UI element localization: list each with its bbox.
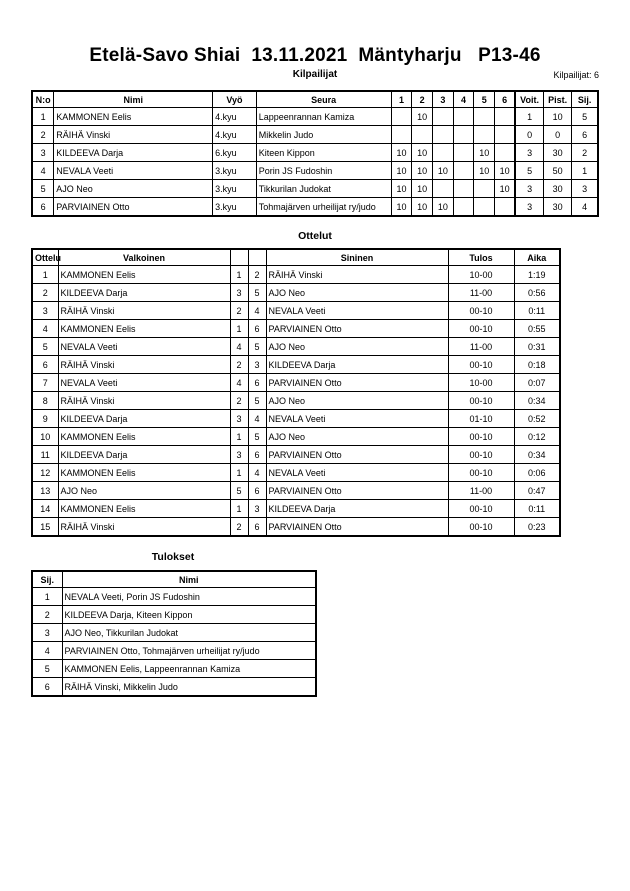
matches-cell: 11-00 xyxy=(448,338,514,356)
matches-row xyxy=(32,374,560,392)
results-header-row xyxy=(32,571,316,588)
competitors-row xyxy=(32,198,598,217)
matches-row xyxy=(32,500,560,518)
results-table xyxy=(31,570,317,697)
competitors-cell xyxy=(391,108,412,126)
competitors-cell: 10 xyxy=(412,180,433,198)
results-row xyxy=(32,660,316,678)
competitors-cell xyxy=(433,126,454,144)
matches-cell: AJO Neo xyxy=(266,392,448,410)
results-cell: 2 xyxy=(32,606,62,624)
competitors-cell: 3.kyu xyxy=(213,162,257,180)
competitors-header-row xyxy=(32,91,598,108)
results-row xyxy=(32,588,316,606)
competitors-cell: 1 xyxy=(515,108,543,126)
matches-cell: 5 xyxy=(248,392,266,410)
competitors-cell: KAMMONEN Eelis xyxy=(54,108,213,126)
competitors-cell: 5 xyxy=(572,108,598,126)
competitors-cell: Tohmajärven urheilijat ry/judo xyxy=(256,198,391,217)
matches-cell: 0:55 xyxy=(514,320,560,338)
matches-cell: 10-00 xyxy=(448,266,514,284)
matches-cell: PARVIAINEN Otto xyxy=(266,518,448,537)
results-cell: KAMMONEN Eelis, Lappeenrannan Kamiza xyxy=(62,660,316,678)
competitors-cell xyxy=(433,144,454,162)
matches-header-cell xyxy=(230,249,248,266)
competitors-cell: 10 xyxy=(495,180,516,198)
matches-cell: 1 xyxy=(230,320,248,338)
matches-cell: 6 xyxy=(32,356,58,374)
results-heading: Tulokset xyxy=(151,551,195,563)
competitors-cell xyxy=(433,180,454,198)
competitors-header-cell: Seura xyxy=(256,91,391,108)
matches-row xyxy=(32,464,560,482)
matches-cell: 6 xyxy=(248,518,266,537)
matches-cell: 00-10 xyxy=(448,302,514,320)
matches-cell: PARVIAINEN Otto xyxy=(266,482,448,500)
matches-cell: 10-00 xyxy=(448,374,514,392)
matches-cell: 5 xyxy=(248,338,266,356)
matches-row xyxy=(32,482,560,500)
matches-cell: KILDEEVA Darja xyxy=(58,446,230,464)
matches-cell: 1 xyxy=(230,500,248,518)
competitors-cell: 10 xyxy=(412,198,433,217)
results-cell: RÄIHÄ Vinski, Mikkelin Judo xyxy=(62,678,316,697)
competitors-cell: 10 xyxy=(433,198,454,217)
competitors-cell: PARVIAINEN Otto xyxy=(54,198,213,217)
competitors-cell xyxy=(495,144,516,162)
matches-cell: PARVIAINEN Otto xyxy=(266,320,448,338)
matches-cell: KAMMONEN Eelis xyxy=(58,428,230,446)
matches-cell: 15 xyxy=(32,518,58,537)
matches-cell: 3 xyxy=(230,410,248,428)
competitors-cell: 30 xyxy=(544,198,572,217)
matches-cell: 00-10 xyxy=(448,500,514,518)
matches-cell: 13 xyxy=(32,482,58,500)
matches-cell: 5 xyxy=(248,284,266,302)
matches-header-cell: Aika xyxy=(514,249,560,266)
competitors-header-cell: Vyö xyxy=(213,91,257,108)
matches-cell: NEVALA Veeti xyxy=(58,374,230,392)
competitors-cell xyxy=(453,180,474,198)
competitors-cell: RÄIHÄ Vinski xyxy=(54,126,213,144)
competitors-cell: 10 xyxy=(474,144,495,162)
matches-cell: PARVIAINEN Otto xyxy=(266,446,448,464)
matches-row xyxy=(32,302,560,320)
competitors-cell: 30 xyxy=(544,180,572,198)
matches-cell: 4 xyxy=(248,464,266,482)
matches-cell: 00-10 xyxy=(448,428,514,446)
results-row xyxy=(32,678,316,697)
results-cell: AJO Neo, Tikkurilan Judokat xyxy=(62,624,316,642)
competitors-header-cell: Voit. xyxy=(515,91,543,108)
matches-cell: 2 xyxy=(32,284,58,302)
competitors-cell xyxy=(433,108,454,126)
competitors-cell: 0 xyxy=(515,126,543,144)
results-row xyxy=(32,606,316,624)
competitors-cell: 0 xyxy=(544,126,572,144)
competitors-cell: 10 xyxy=(391,162,412,180)
competitors-row xyxy=(32,126,598,144)
competitors-cell: 3 xyxy=(515,198,543,217)
matches-row xyxy=(32,518,560,537)
competitors-cell xyxy=(453,144,474,162)
competitors-cell: 6 xyxy=(572,126,598,144)
competitors-cell: 3.kyu xyxy=(213,180,257,198)
competitors-cell: 3.kyu xyxy=(213,198,257,217)
matches-cell: 9 xyxy=(32,410,58,428)
competitor-count: Kilpailijat: 6 xyxy=(553,70,599,80)
page-title: Etelä-Savo Shiai 13.11.2021 Mäntyharju P13-46 xyxy=(89,45,541,66)
competitors-cell: 4.kyu xyxy=(213,126,257,144)
competitors-header-cell: 3 xyxy=(433,91,454,108)
matches-cell: RÄIHÄ Vinski xyxy=(266,266,448,284)
competitors-cell: 10 xyxy=(495,162,516,180)
competitors-cell: 6 xyxy=(32,198,54,217)
competitors-cell: 3 xyxy=(515,144,543,162)
results-header-cell: Sij. xyxy=(32,571,62,588)
matches-cell: 3 xyxy=(230,446,248,464)
competitors-header-cell: N:o xyxy=(32,91,54,108)
competitors-cell: 4 xyxy=(32,162,54,180)
matches-row xyxy=(32,410,560,428)
competitors-cell: 10 xyxy=(412,162,433,180)
competitors-cell: 5 xyxy=(32,180,54,198)
competitors-cell xyxy=(391,126,412,144)
matches-row xyxy=(32,338,560,356)
matches-cell: 5 xyxy=(32,338,58,356)
matches-table xyxy=(31,248,561,537)
matches-cell: AJO Neo xyxy=(266,428,448,446)
matches-cell: 5 xyxy=(248,428,266,446)
matches-cell: 00-10 xyxy=(448,356,514,374)
competitors-header-cell: Pist. xyxy=(544,91,572,108)
matches-cell: 0:12 xyxy=(514,428,560,446)
results-cell: PARVIAINEN Otto, Tohmajärven urheilijat ry/judo xyxy=(62,642,316,660)
competitors-cell: 4.kyu xyxy=(213,108,257,126)
matches-row xyxy=(32,356,560,374)
matches-header-row xyxy=(32,249,560,266)
competitors-cell: KILDEEVA Darja xyxy=(54,144,213,162)
matches-cell: 4 xyxy=(230,374,248,392)
competitors-cell: NEVALA Veeti xyxy=(54,162,213,180)
matches-header-cell: Ottelu xyxy=(32,249,58,266)
competitors-cell xyxy=(474,198,495,217)
matches-cell: KILDEEVA Darja xyxy=(58,284,230,302)
matches-cell: KAMMONEN Eelis xyxy=(58,500,230,518)
matches-row xyxy=(32,266,560,284)
competitors-cell: 10 xyxy=(474,162,495,180)
matches-cell: 2 xyxy=(248,266,266,284)
matches-cell: 01-10 xyxy=(448,410,514,428)
matches-cell: RÄIHÄ Vinski xyxy=(58,392,230,410)
matches-cell: RÄIHÄ Vinski xyxy=(58,302,230,320)
matches-cell: 6 xyxy=(248,374,266,392)
competitors-cell xyxy=(495,126,516,144)
matches-cell: 10 xyxy=(32,428,58,446)
competitors-header-cell: 2 xyxy=(412,91,433,108)
competitors-cell: 30 xyxy=(544,144,572,162)
matches-cell: 00-10 xyxy=(448,446,514,464)
competitors-cell: 10 xyxy=(433,162,454,180)
competitors-cell: 3 xyxy=(515,180,543,198)
competitors-row xyxy=(32,108,598,126)
competitors-cell: 1 xyxy=(32,108,54,126)
matches-cell: 3 xyxy=(248,500,266,518)
matches-cell: 11-00 xyxy=(448,482,514,500)
competitors-cell xyxy=(453,126,474,144)
matches-cell: KILDEEVA Darja xyxy=(266,500,448,518)
matches-cell: NEVALA Veeti xyxy=(266,302,448,320)
matches-cell: 14 xyxy=(32,500,58,518)
matches-cell: 0:47 xyxy=(514,482,560,500)
competitors-cell xyxy=(474,126,495,144)
matches-heading: Ottelut xyxy=(298,230,332,242)
matches-cell: 0:52 xyxy=(514,410,560,428)
results-cell: 5 xyxy=(32,660,62,678)
results-cell: 6 xyxy=(32,678,62,697)
matches-cell: 2 xyxy=(230,518,248,537)
matches-row xyxy=(32,392,560,410)
matches-row xyxy=(32,428,560,446)
matches-row xyxy=(32,284,560,302)
matches-cell: 2 xyxy=(230,392,248,410)
matches-cell: 0:56 xyxy=(514,284,560,302)
matches-cell: NEVALA Veeti xyxy=(58,338,230,356)
competitors-cell xyxy=(474,180,495,198)
results-cell: NEVALA Veeti, Porin JS Fudoshin xyxy=(62,588,316,606)
competitors-cell xyxy=(453,198,474,217)
matches-cell: AJO Neo xyxy=(266,338,448,356)
competitors-cell: Mikkelin Judo xyxy=(256,126,391,144)
matches-cell: 0:34 xyxy=(514,392,560,410)
matches-header-cell: Valkoinen xyxy=(58,249,230,266)
matches-header-cell: Sininen xyxy=(266,249,448,266)
matches-cell: KILDEEVA Darja xyxy=(266,356,448,374)
competitors-cell: 50 xyxy=(544,162,572,180)
matches-cell: 11-00 xyxy=(448,284,514,302)
matches-cell: RÄIHÄ Vinski xyxy=(58,356,230,374)
competitors-cell: Kiteen Kippon xyxy=(256,144,391,162)
competitors-cell: 2 xyxy=(32,126,54,144)
matches-cell: 5 xyxy=(230,482,248,500)
competitors-header-cell: 6 xyxy=(495,91,516,108)
competitors-header-cell: Sij. xyxy=(572,91,598,108)
competitors-cell: Tikkurilan Judokat xyxy=(256,180,391,198)
matches-cell: 12 xyxy=(32,464,58,482)
matches-cell: KILDEEVA Darja xyxy=(58,410,230,428)
matches-cell: KAMMONEN Eelis xyxy=(58,266,230,284)
matches-header-cell xyxy=(248,249,266,266)
matches-cell: KAMMONEN Eelis xyxy=(58,464,230,482)
matches-cell: 0:07 xyxy=(514,374,560,392)
matches-header-cell: Tulos xyxy=(448,249,514,266)
matches-cell: NEVALA Veeti xyxy=(266,410,448,428)
matches-cell: AJO Neo xyxy=(58,482,230,500)
competitors-cell xyxy=(453,108,474,126)
results-row xyxy=(32,624,316,642)
matches-cell: 0:34 xyxy=(514,446,560,464)
matches-cell: 00-10 xyxy=(448,392,514,410)
matches-cell: 0:31 xyxy=(514,338,560,356)
competitors-cell xyxy=(474,108,495,126)
matches-cell: AJO Neo xyxy=(266,284,448,302)
competitors-header-cell: 1 xyxy=(391,91,412,108)
results-cell: KILDEEVA Darja, Kiteen Kippon xyxy=(62,606,316,624)
competitors-cell: AJO Neo xyxy=(54,180,213,198)
competitors-table xyxy=(31,90,599,217)
matches-cell: 2 xyxy=(230,356,248,374)
competitors-cell xyxy=(412,126,433,144)
matches-cell: 7 xyxy=(32,374,58,392)
competitors-row xyxy=(32,144,598,162)
matches-cell: 6 xyxy=(248,446,266,464)
competitors-cell: 5 xyxy=(515,162,543,180)
matches-cell: 1 xyxy=(230,428,248,446)
matches-cell: 0:11 xyxy=(514,500,560,518)
matches-row xyxy=(32,446,560,464)
matches-cell: 0:18 xyxy=(514,356,560,374)
competitors-header-cell: 5 xyxy=(474,91,495,108)
competitors-cell: 1 xyxy=(572,162,598,180)
matches-cell: RÄIHÄ Vinski xyxy=(58,518,230,537)
matches-cell: 4 xyxy=(248,410,266,428)
matches-cell: PARVIAINEN Otto xyxy=(266,374,448,392)
results-cell: 1 xyxy=(32,588,62,606)
matches-cell: 4 xyxy=(32,320,58,338)
matches-cell: 0:11 xyxy=(514,302,560,320)
competitors-cell: 2 xyxy=(572,144,598,162)
results-row xyxy=(32,642,316,660)
matches-cell: 4 xyxy=(248,302,266,320)
competitors-cell: 10 xyxy=(412,144,433,162)
matches-cell: 00-10 xyxy=(448,464,514,482)
matches-cell: NEVALA Veeti xyxy=(266,464,448,482)
matches-cell: 3 xyxy=(32,302,58,320)
matches-cell: 00-10 xyxy=(448,320,514,338)
matches-cell: 11 xyxy=(32,446,58,464)
competitors-cell: 3 xyxy=(32,144,54,162)
competitors-cell xyxy=(495,198,516,217)
matches-row xyxy=(32,320,560,338)
competitors-cell: 3 xyxy=(572,180,598,198)
competitors-cell: 10 xyxy=(391,198,412,217)
matches-cell: 0:06 xyxy=(514,464,560,482)
competitors-cell: Lappeenrannan Kamiza xyxy=(256,108,391,126)
matches-cell: 3 xyxy=(248,356,266,374)
competitors-cell xyxy=(453,162,474,180)
matches-cell: 1 xyxy=(230,266,248,284)
results-cell: 3 xyxy=(32,624,62,642)
matches-cell: 4 xyxy=(230,338,248,356)
competitors-cell: 4 xyxy=(572,198,598,217)
competitors-cell: 10 xyxy=(412,108,433,126)
competitors-row xyxy=(32,162,598,180)
competitors-cell: 10 xyxy=(391,144,412,162)
matches-cell: KAMMONEN Eelis xyxy=(58,320,230,338)
results-header-cell: Nimi xyxy=(62,571,316,588)
competitors-heading: Kilpailijat xyxy=(292,69,338,80)
competitors-cell: 10 xyxy=(391,180,412,198)
competitors-cell xyxy=(495,108,516,126)
matches-cell: 1 xyxy=(32,266,58,284)
results-cell: 4 xyxy=(32,642,62,660)
competitors-header-cell: 4 xyxy=(453,91,474,108)
competitors-cell: 10 xyxy=(544,108,572,126)
matches-cell: 3 xyxy=(230,284,248,302)
matches-cell: 1:19 xyxy=(514,266,560,284)
competitors-cell: 6.kyu xyxy=(213,144,257,162)
matches-cell: 2 xyxy=(230,302,248,320)
matches-cell: 8 xyxy=(32,392,58,410)
competitors-row xyxy=(32,180,598,198)
matches-cell: 0:23 xyxy=(514,518,560,537)
competitors-header-cell: Nimi xyxy=(54,91,213,108)
matches-cell: 6 xyxy=(248,482,266,500)
competitors-cell: Porin JS Fudoshin xyxy=(256,162,391,180)
matches-cell: 1 xyxy=(230,464,248,482)
matches-cell: 00-10 xyxy=(448,518,514,537)
matches-cell: 6 xyxy=(248,320,266,338)
